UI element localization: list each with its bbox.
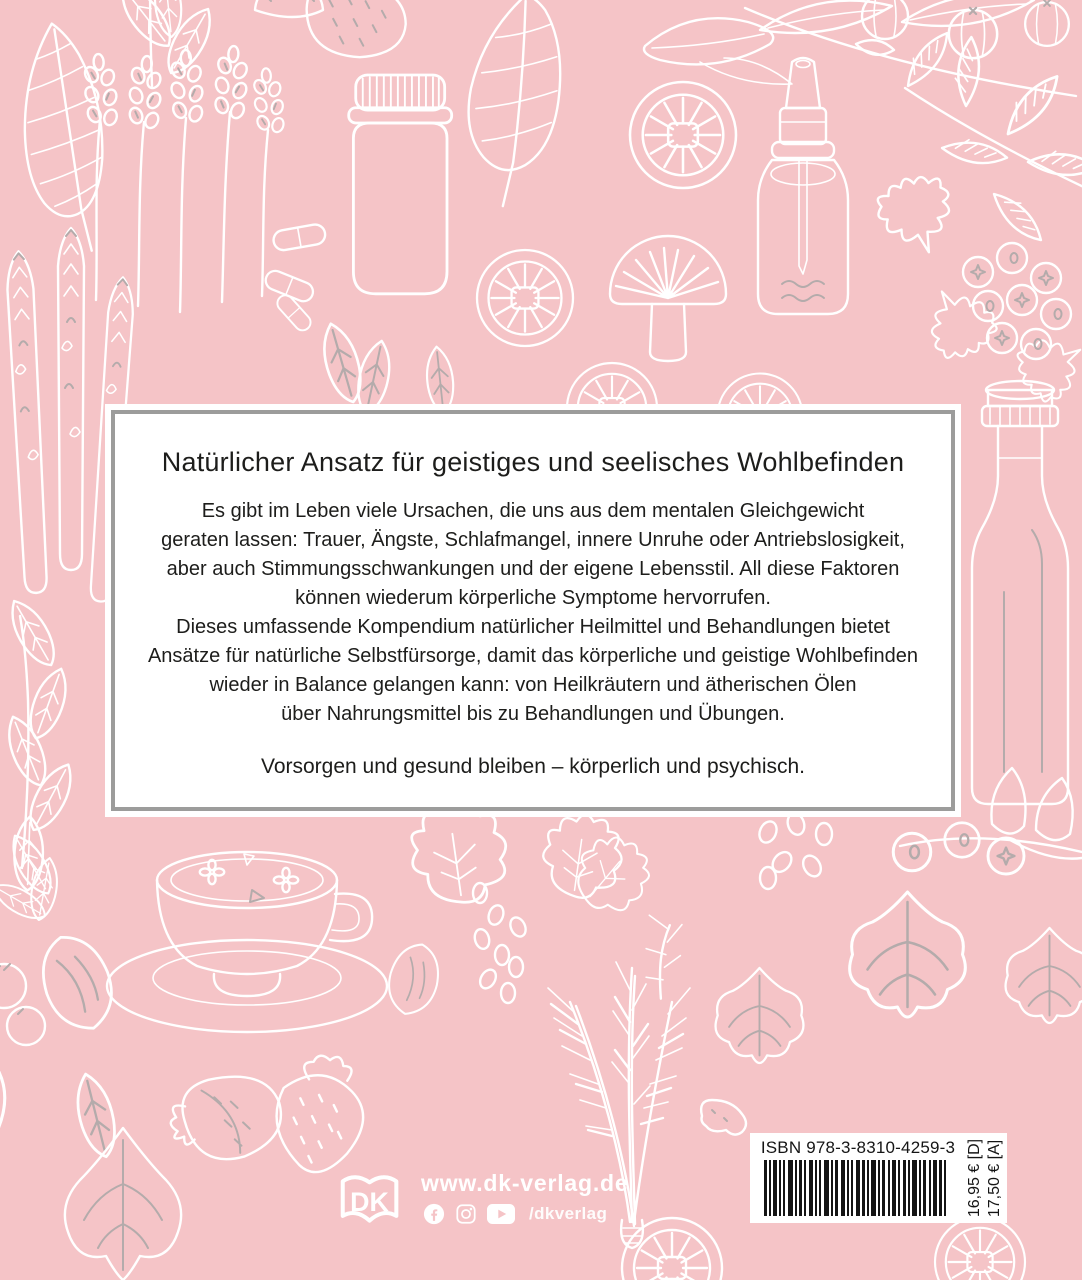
nuts-illustration xyxy=(0,926,1082,1134)
blurb-box-border xyxy=(111,410,955,811)
isbn-box xyxy=(750,1133,1007,1223)
social-row xyxy=(423,1203,607,1225)
blurb-line: Es gibt im Leben viele Ursachen, die uns aus dem mentalen Gleichgewicht xyxy=(201,500,865,522)
blurb-line: geraten lassen: Trauer, Ängste, Schlafmangel, innere Unruhe oder Antriebslosigkeit, xyxy=(161,529,905,551)
top-edge-illustrations xyxy=(255,0,413,66)
instagram-icon xyxy=(455,1203,477,1225)
dropper-bottle-illustration xyxy=(758,58,848,314)
blurb-line: aber auch Stimmungsschwankungen und der eigene Lebensstil. All diese Faktoren xyxy=(166,558,900,580)
rosemary-sprig-illustration xyxy=(634,909,696,1001)
dk-logo xyxy=(337,1168,404,1235)
blurb-box xyxy=(105,404,961,817)
blurb-line: wieder in Balance gelangen kann: von Heilkräutern und ätherischen Ölen xyxy=(209,674,857,696)
social-handle: /dkverlag xyxy=(529,1204,608,1223)
sage-sprig-illustration xyxy=(0,594,81,891)
blurb-title: Natürlicher Ansatz für geistiges und seelisches Wohlbefinden xyxy=(161,447,905,477)
birch-leaf-illustration xyxy=(464,0,565,209)
mint-leaves-illustration xyxy=(0,829,62,925)
leaf-tips-illustration xyxy=(316,319,456,416)
leaf-cluster-illustration xyxy=(895,32,1082,250)
grape-leaves-illustration xyxy=(716,892,1082,1063)
pills-illustration xyxy=(263,223,327,334)
blurb-tagline: Vorsorgen und gesund bleiben – körperlich und psychisch. xyxy=(260,755,806,778)
seeds-illustration xyxy=(473,811,832,1003)
blurb-line: können wiederum körperliche Symptome hervorrufen. xyxy=(295,587,771,609)
lavender-illustration xyxy=(80,45,287,312)
youtube-icon xyxy=(487,1204,515,1224)
blurb-line: Dieses umfassende Kompendium natürlicher Heilmittel und Behandlungen bietet xyxy=(176,616,890,638)
rowanberries-illustration xyxy=(893,823,1082,874)
isbn-number: ISBN 978-3-8310-4259-3 xyxy=(760,1138,956,1157)
oil-bottle-illustration xyxy=(972,381,1068,804)
barcode xyxy=(764,1160,948,1216)
blueberry-cluster-illustration xyxy=(870,168,1082,410)
teacup-illustration xyxy=(107,852,387,1032)
herb-sprig-illustration xyxy=(112,0,221,86)
dk-logo-text: DK xyxy=(350,1187,389,1218)
facebook-icon xyxy=(423,1203,445,1225)
price-at: 17,50 € [A] xyxy=(985,1139,1003,1218)
jar-illustration xyxy=(349,75,452,294)
blurb-line: über Nahrungsmittel bis zu Behandlungen und Übungen. xyxy=(281,703,785,725)
bottom-left-leaves-illustration xyxy=(0,1066,181,1280)
website-url: www.dk-verlag.de xyxy=(421,1170,629,1196)
blurb-line: Ansätze für natürliche Selbstfürsorge, damit das körperliche und geistige Wohlbefinden xyxy=(147,645,919,667)
strawberries-illustration xyxy=(167,1050,372,1178)
price-de: 16,95 € [D] xyxy=(965,1138,983,1218)
price-block xyxy=(962,1133,1007,1223)
blurb-body xyxy=(115,497,951,729)
